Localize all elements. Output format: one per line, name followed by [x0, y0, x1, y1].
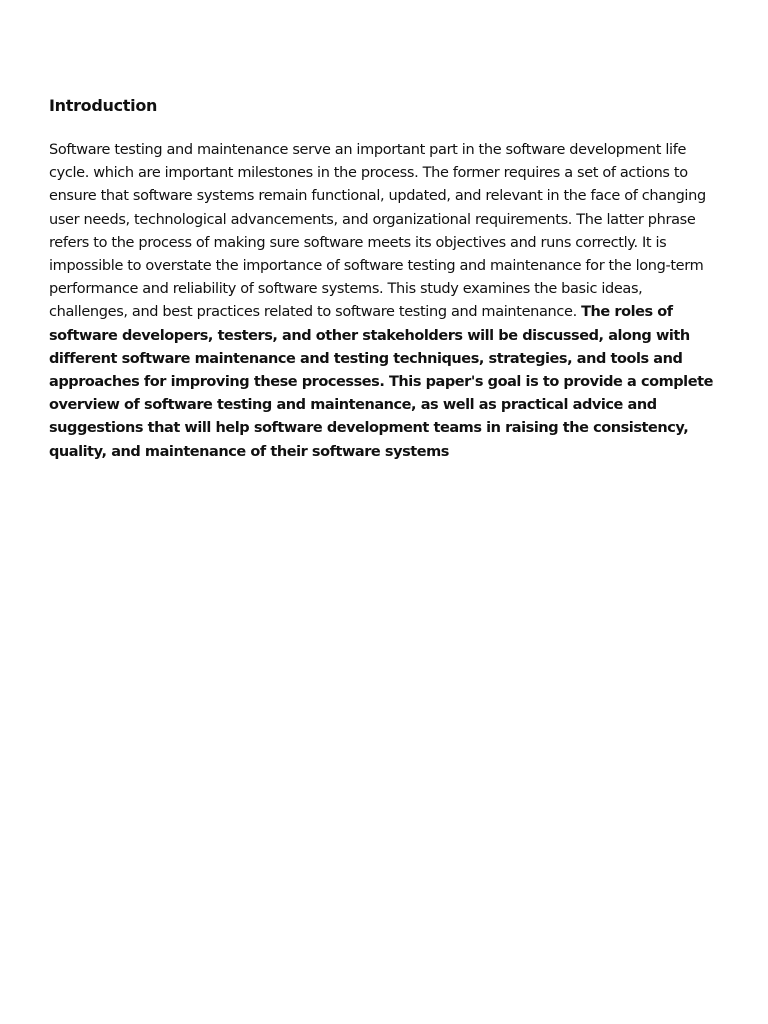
- document-page: [49, 94, 721, 464]
- introduction-paragraph: [49, 139, 721, 464]
- paragraph-plain-text: Software testing and maintenance serve an important part in the software development life cycle. which are important milestones in the process. The former requires a set of actions to ensure that software systems remain functional, updated, and relevant in the face of changing user needs, technological advancements, and organizational requirements. The latter phrase refers to the process of making sure software meets its objectives and runs correctly. It is impossible to overstate the importance of software testing and maintenance for the long-term performance and reliability of software systems. This study examines the basic ideas, challenges, and best practices related to software testing and maintenance.: [49, 142, 706, 321]
- paragraph-bold-text: The roles of software developers, testers, and other stakeholders will be discussed, along with different software maintenance and testing techniques, strategies, and tools and approaches for improving these processes. This paper's goal is to provide a complete overview of software testing and maintenance, as well as practical advice and suggestions that will help software development teams in raising the consistency, quality, and maintenance of their software systems: [49, 304, 713, 460]
- section-heading: Introduction: [49, 96, 158, 115]
